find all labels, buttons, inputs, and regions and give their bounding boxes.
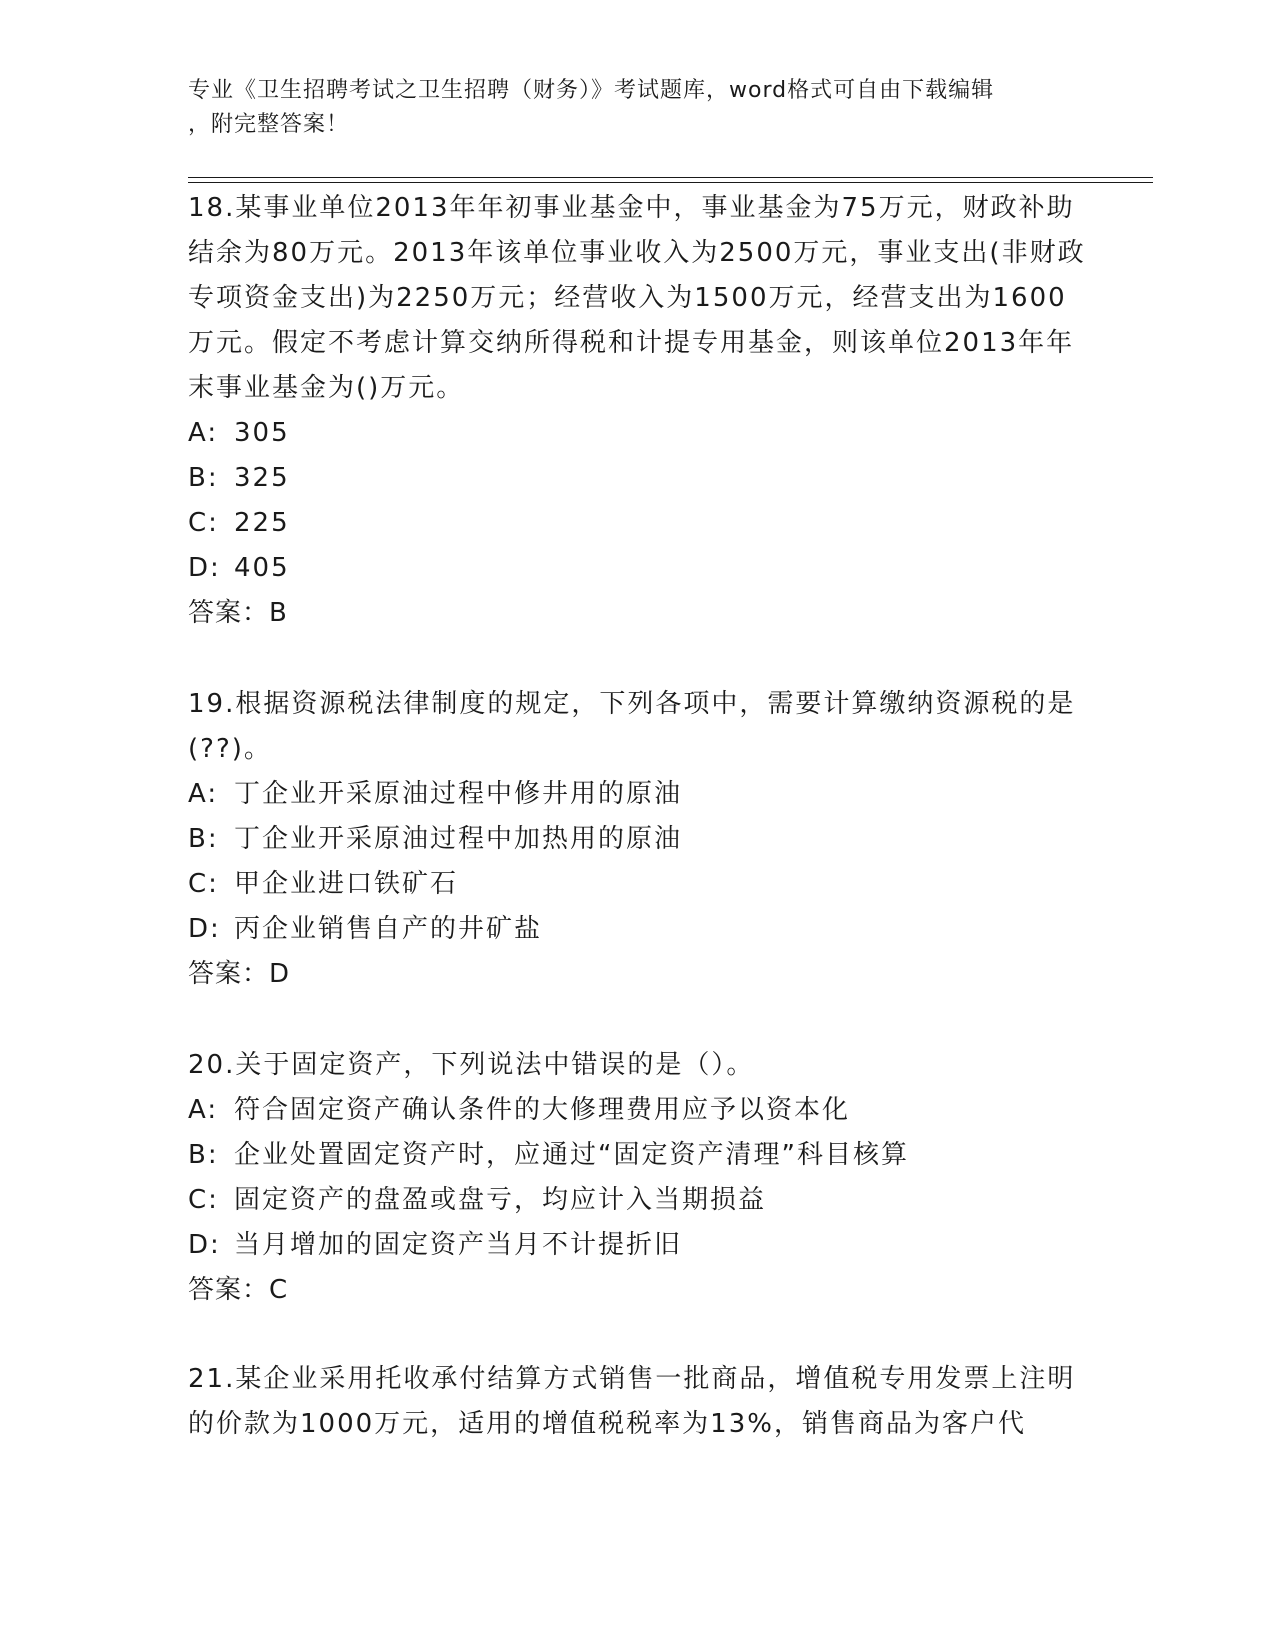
option-text: 405 [234, 553, 290, 583]
option-b [188, 456, 1088, 501]
option-key: D: [188, 914, 221, 944]
option-b [188, 817, 1088, 862]
option-a [188, 1088, 1088, 1133]
option-text: 当月增加的固定资产当月不计提折旧 [234, 1230, 683, 1260]
option-key: B: [188, 824, 219, 854]
question-stem: 18.某事业单位2013年年初事业基金中，事业基金为75万元，财政补助结余为80万元。2013年该单位事业收入为2500万元，事业支出(非财政专项资金支出)为2250万元；经营收入为1500万元，经营支出为1600万元。假定不考虑计算交纳所得税和计提专用基金，则该单位2013年年末事业基金为()万元。 [188, 193, 1086, 403]
header-rule-bottom [188, 182, 1153, 183]
option-text: 225 [234, 508, 290, 538]
option-text: 丁企业开采原油过程中修井用的原油 [234, 779, 683, 809]
header-line-1: 专业《卫生招聘考试之卫生招聘（财务）》考试题库，word格式可自由下载编辑 [188, 78, 995, 103]
option-text: 丁企业开采原油过程中加热用的原油 [234, 824, 683, 854]
option-text: 甲企业进口铁矿石 [234, 869, 459, 899]
option-key: A: [188, 1095, 219, 1125]
option-d [188, 546, 1088, 591]
question-19 [188, 682, 1088, 997]
option-d [188, 1223, 1088, 1268]
document-header [188, 74, 1068, 142]
question-stem: 21.某企业采用托收承付结算方式销售一批商品，增值税专用发票上注明的价款为1000万元，适用的增值税税率为13%，销售商品为客户代 [188, 1364, 1076, 1439]
option-text: 固定资产的盘盈或盘亏，均应计入当期损益 [234, 1185, 767, 1215]
option-key: C: [188, 508, 219, 538]
question-21 [188, 1357, 1088, 1447]
option-key: D: [188, 1230, 221, 1260]
option-a [188, 411, 1088, 456]
question-20 [188, 1043, 1088, 1313]
question-stem: 20.关于固定资产，下列说法中错误的是（）。 [188, 1050, 755, 1080]
header-rule-top [188, 177, 1153, 178]
option-d [188, 907, 1088, 952]
option-c [188, 862, 1088, 907]
answer: 答案：C [188, 1275, 289, 1305]
option-key: A: [188, 418, 219, 448]
option-text: 企业处置固定资产时，应通过“固定资产清理”科目核算 [234, 1140, 909, 1170]
option-key: B: [188, 1140, 219, 1170]
option-b [188, 1133, 1088, 1178]
question-18 [188, 186, 1088, 636]
answer: 答案：B [188, 598, 288, 628]
option-a [188, 772, 1088, 817]
question-stem: 19.根据资源税法律制度的规定，下列各项中，需要计算缴纳资源税的是(??)。 [188, 689, 1076, 764]
option-text: 305 [234, 418, 290, 448]
option-key: C: [188, 869, 219, 899]
option-key: D: [188, 553, 221, 583]
header-line-2: ，附完整答案！ [188, 112, 350, 137]
option-text: 丙企业销售自产的井矿盐 [234, 914, 543, 944]
option-text: 325 [234, 463, 290, 493]
answer: 答案：D [188, 959, 291, 989]
option-key: A: [188, 779, 219, 809]
option-c [188, 501, 1088, 546]
option-text: 符合固定资产确认条件的大修理费用应予以资本化 [234, 1095, 851, 1125]
option-key: B: [188, 463, 219, 493]
option-key: C: [188, 1185, 219, 1215]
option-c [188, 1178, 1088, 1223]
